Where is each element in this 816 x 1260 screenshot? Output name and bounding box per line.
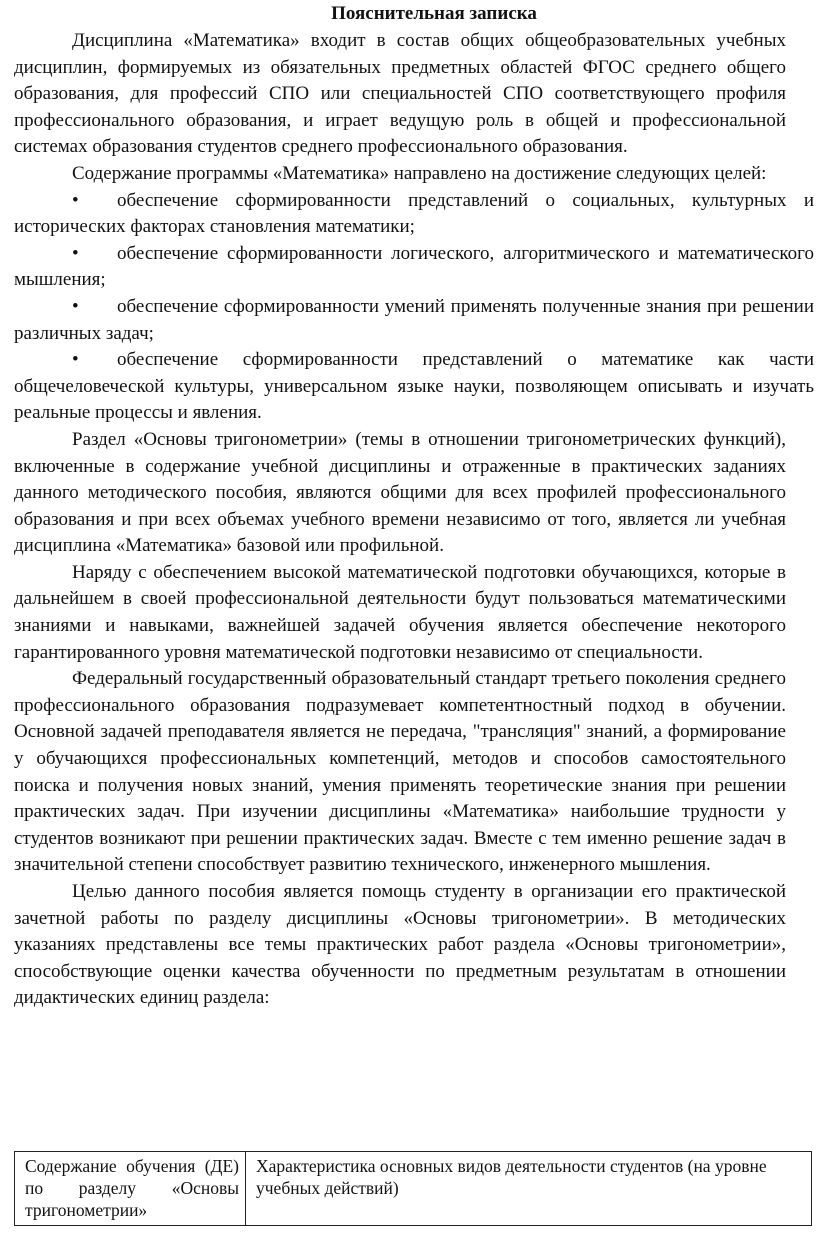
paragraph-program-goals-intro: Содержание программы «Математика» направлено на достижение следующих целей:: [72, 162, 767, 184]
document-page: [14, 2, 814, 1012]
goal-list-item: [14, 241, 814, 294]
bullet-marker: •: [72, 242, 79, 264]
goal-list-item: [14, 347, 814, 427]
table-header-activities: Характеристика основных видов деятельности студентов (на уровне учебных действий): [246, 1152, 812, 1226]
bullet-marker: •: [72, 295, 79, 317]
paragraph-discipline-intro: Дисциплина «Математика» входит в состав общих общеобразовательных учебных дисциплин, формируемых из обязательных предметных областей ФГОС среднего общего образования, для профессий СПО или специальностей СПО соответствующего профиля профессионального образования, и играет ведущую роль в общей и профессиональной системах образования студентов среднего профессионального образования.: [14, 30, 786, 158]
paragraph-trigonometry-section: Раздел «Основы тригонометрии» (темы в отношении тригонометрических функций), включенные в содержание учебной дисциплины и отраженные в практических заданиях данного методического пособия, являются общими для всех профилей профессионального образования и при всех объемах учебного времени независимо от того, является ли учебная дисциплина «Математика» базовой или профильной.: [14, 428, 786, 557]
page-title: Пояснительная записка: [331, 3, 537, 24]
goal-text: обеспечение сформированности умений применять полученные знания при решении различных задач;: [14, 295, 814, 344]
goal-list-item: [14, 188, 814, 241]
paragraph-math-preparation: Наряду с обеспечением высокой математической подготовки обучающихся, которые в дальнейшем в своей профессиональной деятельности будут пользоваться математическими знаниями и навыками, важнейшей задачей обучения является обеспечение некоторого гарантированного уровня математической подготовки независимо от специальности.: [14, 561, 786, 663]
didactic-units-table: [14, 1151, 812, 1226]
paragraph-fgos-standard: Федеральный государственный образовательный стандарт третьего поколения среднего профессионального образования подразумевает компетентностный подход в обучении. Основной задачей преподавателя является не передача, "трансляция" знаний, а формирование у обучающихся профессиональных компетенций, методов и способов самостоятельного поиска и получения новых знаний, умения применять теоретические знания при решении практических задач. При изучении дисциплины «Математика» наибольшие трудности у студентов возникают при решении практических задач. Вместе с тем именно решение задач в значительной степени способствует развитию технического, инженерного мышления.: [14, 668, 786, 876]
table-header-content: Содержание обучения (ДЕ) по разделу «Основы тригонометрии»: [15, 1152, 246, 1226]
goal-text: обеспечение сформированности представлений о социальных, культурных и исторических факторах становления математики;: [14, 189, 814, 238]
paragraph-manual-purpose: Целью данного пособия является помощь студенту в организации его практической зачетной работы по разделу дисциплины «Основы тригонометрии». В методических указаниях представлены все темы практических работ раздела «Основы тригонометрии», способствующие оценки качества обученности по предметным результатам в отношении дидактических единиц раздела:: [14, 881, 786, 1009]
goal-text: обеспечение сформированности логического, алгоритмического и математического мышления;: [14, 242, 814, 291]
goal-list-item: [14, 294, 814, 347]
goal-text: обеспечение сформированности представлений о математике как части общечеловеческой культуры, универсальном языке науки, позволяющем описывать и изучать реальные процессы и явления.: [14, 349, 814, 424]
bullet-marker: •: [72, 189, 79, 211]
bullet-marker: •: [72, 349, 79, 371]
table-header-row: [15, 1152, 812, 1226]
